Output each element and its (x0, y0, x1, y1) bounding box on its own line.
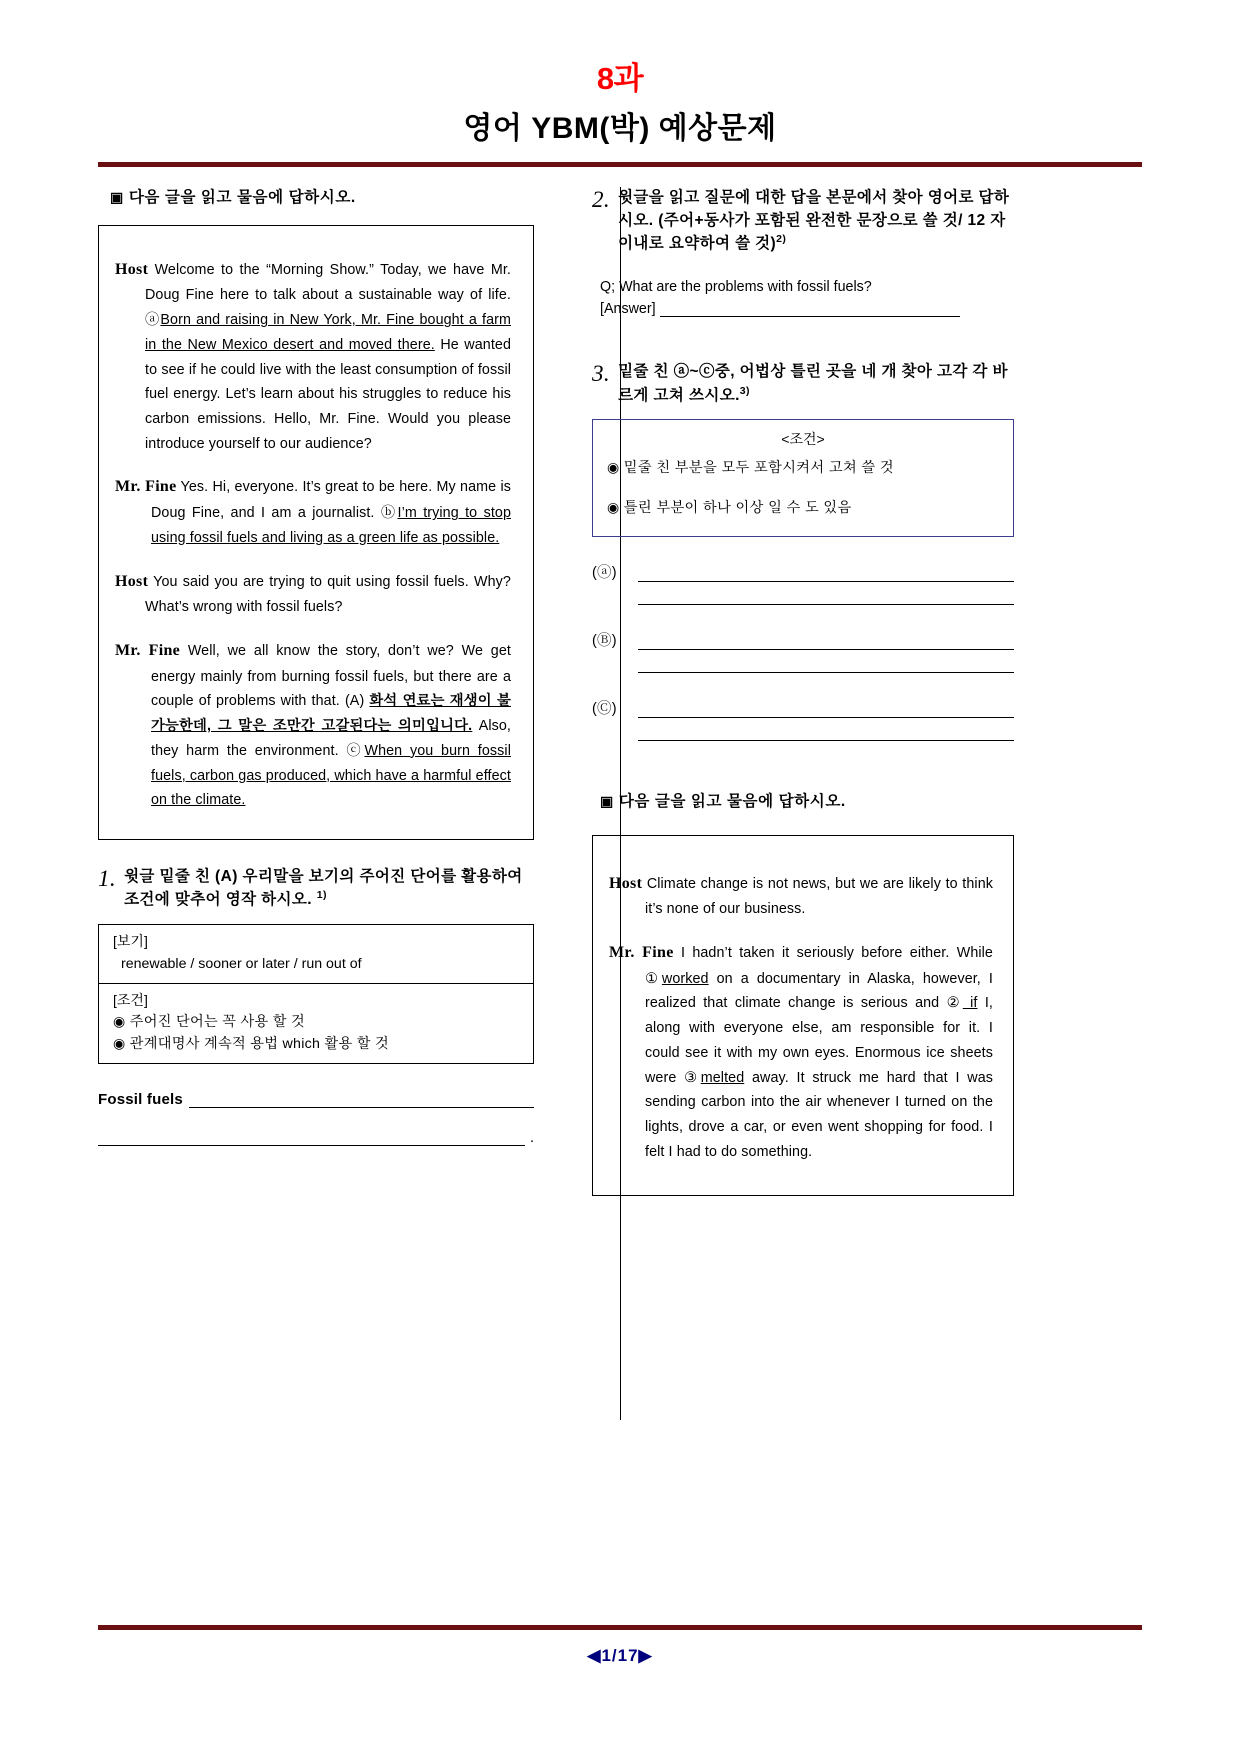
passage-box-2 (592, 835, 1014, 1196)
speaker-label: Host (609, 874, 643, 892)
condition-item (113, 1011, 523, 1033)
underlined-segment-a: Born and raising in New York, Mr. Fine bought a farm in the New Mexico desert and moved there. (145, 312, 511, 353)
header-divider-rule (98, 162, 1142, 167)
answer-blank-line[interactable] (638, 720, 1014, 741)
speaker-label: Host (115, 260, 149, 278)
speaker-label: Host (115, 572, 149, 590)
example-box-content: renewable / sooner or later / run out of (121, 955, 362, 972)
answer-label: [Answer] (600, 301, 656, 318)
circled-number-1: ① (645, 970, 662, 987)
turn-text (645, 945, 993, 1160)
question-2-text-wrap (618, 187, 1014, 256)
question-1-footnote: 1) (316, 889, 327, 902)
answer-blank-line[interactable] (638, 631, 1014, 650)
underlined-choice-2: if (962, 995, 978, 1012)
turn-segment: away. It struck me hard that I was sending carbon into the air whenever I turned on the lights, drove a car, or even went shopping for food. I felt I had to do something. (645, 1069, 993, 1160)
turn-text (151, 479, 511, 545)
answer-blank-line[interactable] (638, 563, 1014, 582)
answer-blank-line[interactable] (638, 652, 1014, 673)
dialogue-turn (115, 256, 511, 457)
dialogue-turn (609, 939, 993, 1164)
condition-item (113, 1033, 523, 1055)
condition-item-text: 주어진 단어는 꼭 사용 할 것 (129, 1014, 305, 1031)
turn-text: You said you are trying to quit using fossil fuels. Why? What’s wrong with fossil fuels? (145, 573, 511, 616)
condition-item (607, 457, 999, 480)
question-2 (592, 187, 1014, 317)
turn-segment: Yes. Hi, everyone. It’s great to be here. My name is Doug Fine, and I am a journalist. (151, 479, 511, 522)
answer-period: . (529, 1129, 534, 1147)
dialogue-turn (115, 637, 511, 813)
passage-box-1 (98, 225, 534, 840)
underlined-choice-3: melted (700, 1069, 745, 1086)
question-2-number: 2. (592, 187, 611, 213)
turn-segment: Also, they harm the environment. (151, 718, 512, 759)
condition-item-text: 관계대명사 계속적 용법 which 활용 할 것 (129, 1036, 389, 1053)
condition-box-1 (98, 984, 534, 1065)
question-1-heading (98, 866, 534, 912)
answer-prefix: Fossil fuels (98, 1091, 183, 1109)
condition-box-3 (592, 419, 1014, 537)
question-3-heading (592, 361, 1014, 407)
document-footer (98, 1625, 1142, 1666)
circled-marker-b: ⓑ (380, 505, 398, 522)
square-bullet-icon: ▣ (600, 793, 614, 810)
square-bullet-icon: ▣ (110, 189, 124, 206)
question-2-text: 윗글을 읽고 질문에 대한 답을 본문에서 찾아 영어로 답하시오. (주어+동사가 포함된 완전한 문장으로 쓸 것/ 12 자 이내로 요약하여 쓸 것) (618, 189, 1010, 253)
circled-number-3: ③ (684, 1069, 701, 1086)
question-2-footnote: 2) (776, 233, 787, 246)
radio-bullet-icon: ◉ (607, 500, 620, 517)
page-indicator: ◀1/17▶ (587, 1646, 653, 1665)
subject-title: 영어 YBM(박) 예상문제 (463, 112, 777, 146)
condition-box-label: [조건] (113, 991, 148, 1008)
turn-segment: on a documentary in Alaska, however, I realized that climate change is serious and (645, 970, 993, 1012)
speaker-label: Mr. Fine (609, 944, 674, 962)
answer-blank-line[interactable] (660, 300, 960, 317)
answer-label-b: (Ⓑ) (592, 633, 617, 650)
radio-bullet-icon: ◉ (113, 1014, 126, 1031)
dialogue-turn (115, 568, 511, 620)
radio-bullet-icon: ◉ (113, 1036, 126, 1053)
turn-segment: He wanted to see if he could live with the least consumption of fossil fuel energy. Let’s learn about his struggles to reduce his carbon emissions. Hello, Mr. Fine. Would you please introduce yourself to our audience? (145, 336, 511, 452)
two-column-body (98, 187, 1142, 1432)
dialogue-turn (609, 870, 993, 922)
answer-label-c: (Ⓒ) (592, 701, 617, 718)
question-1-text: 윗글 밑줄 친 (A) 우리말을 보기의 주어진 단어를 활용하여 조건에 맞추어 영작 하시오. (124, 867, 523, 909)
question-1-text-wrap (124, 866, 534, 912)
turn-segment: I hadn’t taken it seriously before either. While (680, 945, 993, 962)
turn-text (151, 643, 511, 808)
answer-row-c (592, 697, 1014, 718)
circled-marker-a: ⓐ (145, 312, 161, 329)
right-instruction-text: 다음 글을 읽고 물음에 답하시오. (618, 793, 846, 811)
question-3-footnote: 3) (739, 384, 750, 397)
underlined-segment-b: I’m trying to stop using fossil fuels and living as a green life as possible. (151, 505, 511, 546)
question-2-q-line: Q; What are the problems with fossil fuels? (600, 278, 872, 295)
question-1-answer-row (98, 1090, 534, 1108)
document-header (0, 0, 1240, 145)
turn-segment: Well, we all know the story, don’t we? We get energy mainly from burning fossil fuels, but there are a couple of problems with that. (A) (151, 642, 511, 710)
radio-bullet-icon: ◉ (607, 459, 620, 476)
right-column (556, 187, 1014, 1432)
circled-marker-c: ⓒ (346, 742, 365, 759)
circled-number-2: ② (946, 995, 963, 1012)
example-box-label: [보기] (113, 933, 148, 950)
answer-blank-line[interactable] (189, 1090, 534, 1108)
right-instruction (600, 791, 1014, 813)
question-3-text-wrap (618, 361, 1014, 407)
answer-row-b (592, 629, 1014, 650)
question-1 (98, 866, 534, 1146)
question-3-text: 밑줄 친 ⓐ~ⓒ중, 어법상 틀린 곳을 네 개 찾아 고각 각 바르게 고쳐 쓰시오. (618, 363, 1008, 404)
footer-divider-rule (98, 1625, 1142, 1630)
left-instruction (110, 187, 534, 209)
question-3-number: 3. (592, 361, 611, 387)
condition-item (607, 497, 999, 520)
underlined-choice-1: worked (661, 970, 709, 987)
answer-blank-line[interactable] (638, 584, 1014, 605)
condition-item-text: 밑줄 친 부분을 모두 포함시켜서 고쳐 쓸 것 (623, 459, 894, 476)
turn-text: Climate change is not news, but we are likely to think it’s none of our business. (645, 875, 994, 918)
korean-underlined-segment-a: 화석 연료는 재생이 불가능한데, 그 말은 조만간 고갈된다는 의미입니다. (151, 693, 511, 735)
condition-item-text: 틀린 부분이 하나 이상 일 수 도 있음 (623, 500, 852, 517)
turn-segment: Welcome to the “Morning Show.” Today, we have Mr. Doug Fine here to talk about a sustainable way of life. (145, 261, 511, 304)
answer-row-a (592, 561, 1014, 582)
lesson-title: 8과 (596, 61, 644, 96)
answer-blank-line[interactable] (638, 699, 1014, 718)
question-1-answer-row-2 (98, 1128, 534, 1146)
left-instruction-text: 다음 글을 읽고 물음에 답하시오. (128, 189, 356, 207)
turn-text (145, 262, 511, 452)
question-2-heading (592, 187, 1014, 256)
answer-label-a: (ⓐ) (592, 565, 617, 582)
dialogue-turn (115, 473, 511, 550)
speaker-label: Mr. Fine (115, 641, 181, 659)
condition-box-title: <조건> (781, 431, 825, 448)
question-1-number: 1. (98, 865, 117, 891)
underlined-segment-c: When you burn fossil fuels, carbon gas produced, which have a harmful effect on the climate. (151, 742, 511, 809)
turn-segment: I, along with everyone else, am responsible for it. I could see it with my own eyes. Enormous ice sheets were (645, 995, 994, 1086)
question-2-answer-row (592, 300, 1014, 317)
question-3 (592, 361, 1014, 741)
example-box (98, 924, 534, 984)
left-column (98, 187, 556, 1432)
speaker-label: Mr. Fine (115, 478, 177, 496)
answer-blank-line[interactable] (98, 1128, 525, 1146)
